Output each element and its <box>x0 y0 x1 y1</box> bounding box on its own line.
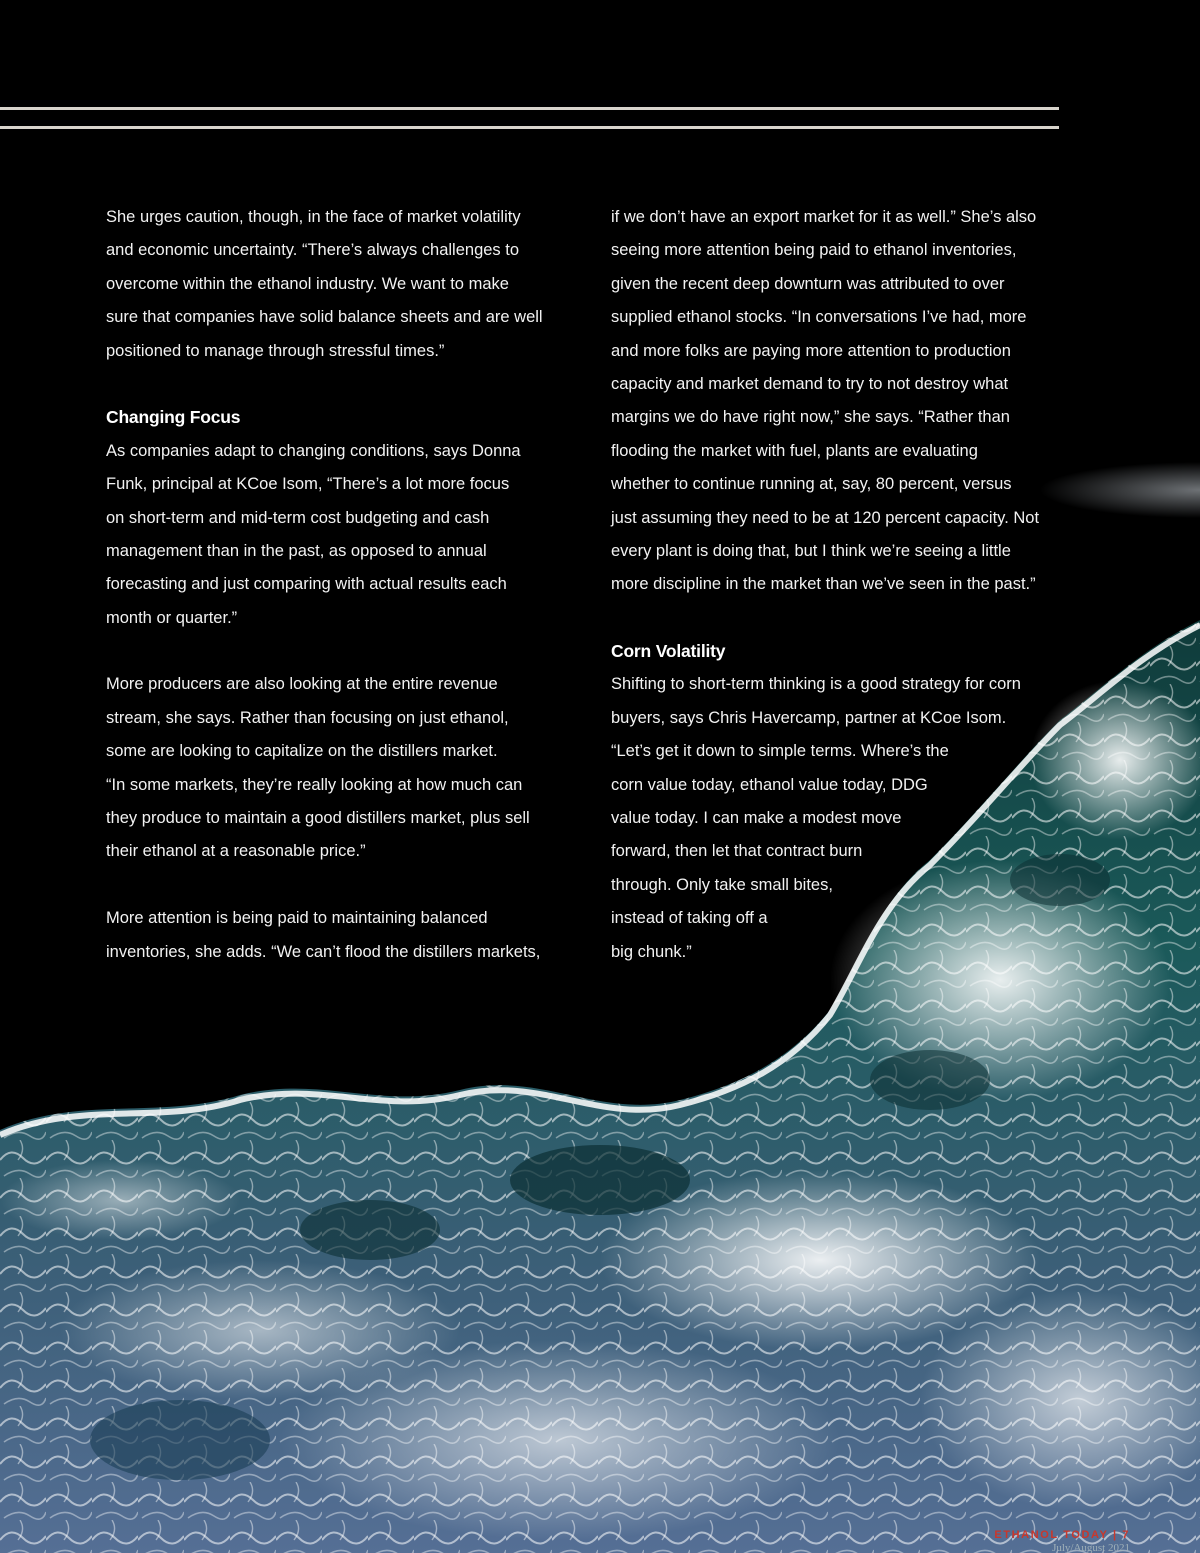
body-line: Shifting to short-term thinking is a good strategy for corn <box>611 675 1021 694</box>
body-line: sure that companies have solid balance sheets and are well <box>106 308 543 327</box>
body-line: value today. I can make a modest move <box>611 809 902 828</box>
body-line: More attention is being paid to maintaining balanced <box>106 909 488 928</box>
body-line: margins we do have right now,” she says. “Rather than <box>611 408 1010 427</box>
body-line: “In some markets, they’re really looking at how much can <box>106 775 523 794</box>
body-line: their ethanol at a reasonable price.” <box>106 842 366 861</box>
body-line: and more folks are paying more attention to production <box>611 341 1011 360</box>
body-line: whether to continue running at, say, 80 percent, versus <box>611 475 1012 494</box>
left-column <box>106 201 566 969</box>
section-heading-corn-volatility: Corn Volatility <box>611 641 726 662</box>
header-rule-bottom <box>0 126 1059 129</box>
body-line: flooding the market with fuel, plants are evaluating <box>611 441 978 460</box>
body-line: and economic uncertainty. “There’s always challenges to <box>106 241 520 260</box>
body-line: capacity and market demand to try to not destroy what <box>611 374 1009 393</box>
body-line: supplied ethanol stocks. “In conversations I’ve had, more <box>611 308 1027 327</box>
body-line: “Let’s get it down to simple terms. Where’s the <box>611 742 949 761</box>
body-line: forward, then let that contract burn <box>611 842 863 861</box>
body-line: big chunk.” <box>611 942 692 961</box>
body-line: given the recent deep downturn was attributed to over <box>611 274 1005 293</box>
body-line: management than in the past, as opposed to annual <box>106 541 487 560</box>
body-line: some are looking to capitalize on the distillers market. <box>106 742 498 761</box>
body-line: corn value today, ethanol value today, DDG <box>611 775 928 794</box>
body-line: through. Only take small bites, <box>611 875 833 894</box>
body-line: She urges caution, though, in the face of market volatility <box>106 208 521 226</box>
body-line: just assuming they need to be at 120 percent capacity. Not <box>611 508 1040 527</box>
body-line: on short-term and mid-term cost budgeting and cash <box>106 508 490 527</box>
page-footer <box>994 1529 1130 1553</box>
header-rule-top <box>0 107 1059 110</box>
body-line: stream, she says. Rather than focusing on just ethanol, <box>106 708 509 727</box>
body-line: more discipline in the market than we’ve seen in the past.” <box>611 575 1036 594</box>
body-line: instead of taking off a <box>611 909 768 928</box>
body-line: if we don’t have an export market for it as well.” She’s also <box>611 208 1037 226</box>
body-line: forecasting and just comparing with actual results each <box>106 575 507 594</box>
body-line: As companies adapt to changing conditions, says Donna <box>106 441 521 460</box>
magazine-folio: ETHANOL TODAY | 7 <box>994 1529 1130 1541</box>
body-line: Funk, principal at KCoe Isom, “There’s a lot more focus <box>106 475 510 494</box>
body-line: buyers, says Chris Havercamp, partner at KCoe Isom. <box>611 708 1007 727</box>
body-line: every plant is doing that, but I think we’re seeing a little <box>611 541 1011 560</box>
body-line: seeing more attention being paid to ethanol inventories, <box>611 241 1017 260</box>
right-column <box>611 201 1061 969</box>
issue-date: July/August 2021 <box>1052 1542 1130 1553</box>
body-line: month or quarter.” <box>106 608 238 627</box>
body-line: More producers are also looking at the entire revenue <box>106 675 498 694</box>
body-line: overcome within the ethanol industry. We want to make <box>106 274 509 293</box>
section-heading-changing-focus: Changing Focus <box>106 407 241 428</box>
body-line: inventories, she adds. “We can’t flood the distillers markets, <box>106 942 541 961</box>
body-line: positioned to manage through stressful times.” <box>106 341 445 360</box>
body-line: they produce to maintain a good distillers market, plus sell <box>106 809 530 828</box>
